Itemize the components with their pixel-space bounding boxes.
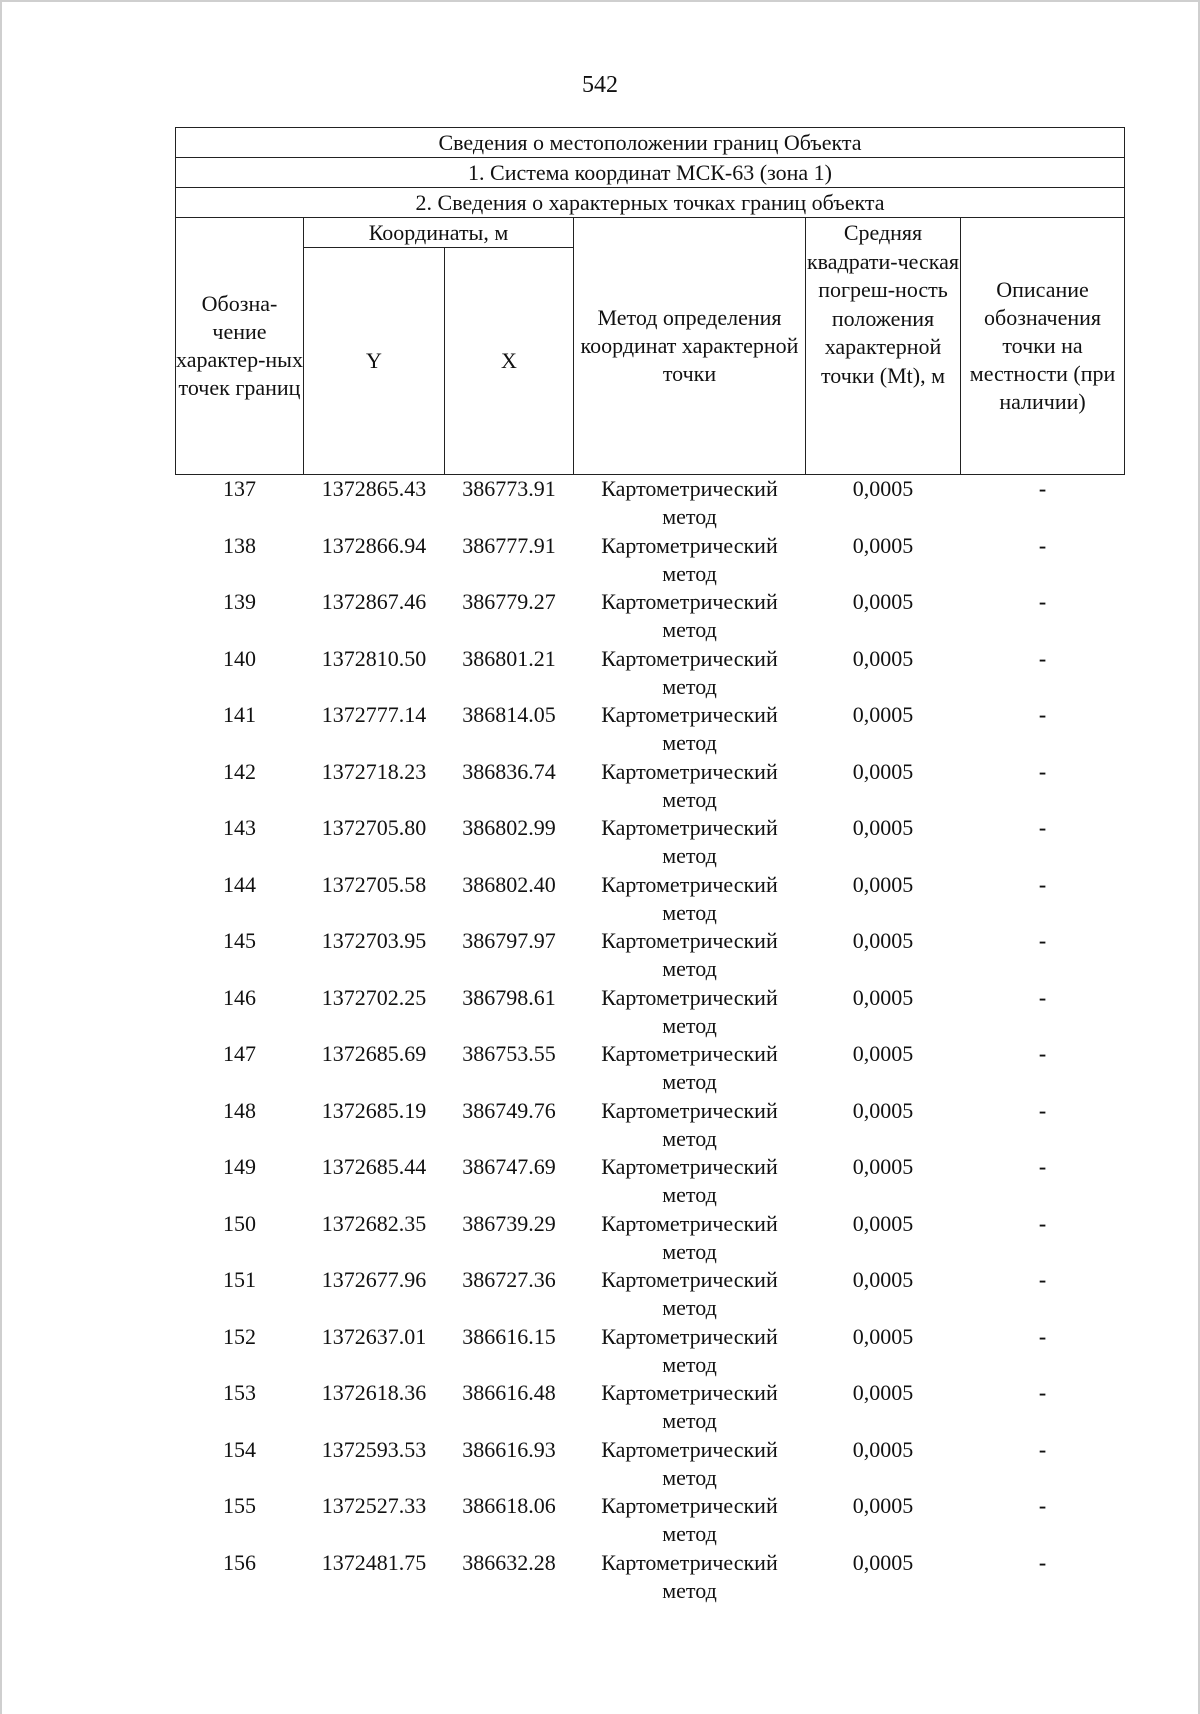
method-cell: Картометрический метод (601, 1493, 778, 1546)
y-coordinate-cell: 1372705.80 (321, 815, 427, 840)
description-cell: - (1038, 702, 1047, 727)
table-row (176, 871, 1125, 928)
mean-error-cell: 0,0005 (852, 1380, 914, 1405)
x-coordinate-cell: 386798.61 (462, 984, 556, 1010)
y-coordinate-cell: 1372677.96 (321, 1267, 427, 1292)
point-id-cell: 156 (223, 1549, 256, 1575)
method-cell: Картометрический метод (601, 1041, 778, 1094)
method-cell: Картометрический метод (601, 984, 778, 1038)
header-y: Y (304, 248, 445, 475)
header-coordinates: Координаты, м (304, 218, 574, 248)
y-coordinate-cell: 1372777.14 (321, 702, 427, 727)
mean-error-cell: 0,0005 (852, 1493, 914, 1518)
table-title: Сведения о местоположении границ Объекта (176, 128, 1125, 158)
x-coordinate-cell: 386797.97 (462, 928, 556, 953)
point-id-cell: 155 (223, 1493, 256, 1518)
mean-error-cell: 0,0005 (852, 1267, 914, 1292)
y-coordinate-cell: 1372703.95 (321, 928, 427, 953)
x-coordinate-cell: 386801.21 (462, 645, 556, 671)
method-cell: Картометрический метод (601, 928, 778, 981)
table-row (176, 701, 1125, 758)
description-cell: - (1038, 1380, 1047, 1405)
y-coordinate-cell: 1372866.94 (321, 532, 427, 558)
description-cell: - (1038, 928, 1047, 953)
page-number: 542 (582, 72, 618, 98)
y-coordinate-cell: 1372685.69 (321, 1041, 427, 1066)
mean-error-cell: 0,0005 (852, 1436, 914, 1462)
y-coordinate-cell: 1372867.46 (321, 589, 427, 614)
header-method: Метод определения координат характерной точки (574, 218, 806, 475)
description-cell: - (1038, 1493, 1047, 1518)
y-coordinate-cell: 1372685.44 (321, 1154, 427, 1179)
method-cell: Картометрический метод (601, 1154, 778, 1207)
description-cell: - (1038, 815, 1047, 840)
table-row (176, 1097, 1125, 1154)
description-cell: - (1038, 1210, 1047, 1236)
description-cell: - (1038, 645, 1047, 671)
point-id-cell: 138 (223, 532, 256, 558)
table-row (176, 1379, 1125, 1436)
y-coordinate-cell: 1372527.33 (321, 1493, 427, 1518)
table-row (176, 532, 1125, 589)
point-id-cell: 147 (223, 1041, 256, 1066)
y-coordinate-cell: 1372685.19 (321, 1097, 427, 1123)
y-coordinate-cell: 1372682.35 (321, 1210, 427, 1236)
header-description: Описание обозначения точки на местности (при наличии) (961, 218, 1125, 475)
mean-error-cell: 0,0005 (852, 984, 914, 1010)
table-row (176, 1040, 1125, 1097)
y-coordinate-cell: 1372618.36 (321, 1380, 427, 1405)
x-coordinate-cell: 386777.91 (462, 532, 556, 558)
description-cell: - (1038, 871, 1047, 897)
table-row (176, 984, 1125, 1041)
header-mean-error: Средняя квадрати-ческая погреш-ность положения характерной точки (Mt), м (806, 218, 961, 475)
scan-left-edge (0, 0, 2, 1714)
table-row (176, 1266, 1125, 1323)
mean-error-cell: 0,0005 (852, 1323, 914, 1349)
table-row (176, 927, 1125, 984)
method-cell: Картометрический метод (601, 1323, 778, 1377)
y-coordinate-cell: 1372637.01 (321, 1323, 427, 1349)
description-cell: - (1038, 1323, 1047, 1349)
mean-error-cell: 0,0005 (852, 589, 914, 614)
table-row (176, 1436, 1125, 1493)
mean-error-cell: 0,0005 (852, 645, 914, 671)
point-id-cell: 143 (223, 815, 256, 840)
point-id-cell: 140 (223, 645, 256, 671)
x-coordinate-cell: 386616.48 (462, 1380, 556, 1405)
x-coordinate-cell: 386802.99 (462, 815, 556, 840)
x-coordinate-cell: 386618.06 (462, 1493, 556, 1518)
table-row (176, 475, 1125, 532)
x-coordinate-cell: 386779.27 (462, 589, 556, 614)
table-row (176, 1210, 1125, 1267)
point-id-cell: 154 (223, 1436, 256, 1462)
method-cell: Картометрический метод (601, 645, 778, 699)
description-cell: - (1038, 1041, 1047, 1066)
x-coordinate-cell: 386749.76 (462, 1097, 556, 1123)
mean-error-cell: 0,0005 (852, 1210, 914, 1236)
mean-error-cell: 0,0005 (852, 928, 914, 953)
x-coordinate-cell: 386773.91 (462, 476, 556, 501)
y-coordinate-cell: 1372702.25 (321, 984, 427, 1010)
method-cell: Картометрический метод (601, 532, 778, 586)
x-coordinate-cell: 386836.74 (462, 758, 556, 784)
table-row (176, 1492, 1125, 1549)
x-coordinate-cell: 386753.55 (462, 1041, 556, 1066)
mean-error-cell: 0,0005 (852, 871, 914, 897)
mean-error-cell: 0,0005 (852, 476, 914, 501)
point-id-cell: 137 (223, 476, 256, 501)
method-cell: Картометрический метод (601, 1436, 778, 1490)
mean-error-cell: 0,0005 (852, 758, 914, 784)
description-cell: - (1038, 758, 1047, 784)
header-x: X (445, 248, 574, 475)
method-cell: Картометрический метод (601, 702, 778, 755)
table-row (176, 814, 1125, 871)
description-cell: - (1038, 1154, 1047, 1179)
points-section-title: 2. Сведения о характерных точках границ объекта (176, 188, 1125, 218)
description-cell: - (1038, 476, 1047, 501)
coordinate-system-title: 1. Система координат МСК-63 (зона 1) (176, 158, 1125, 188)
description-cell: - (1038, 984, 1047, 1010)
description-cell: - (1038, 1097, 1047, 1123)
description-cell: - (1038, 1436, 1047, 1462)
point-id-cell: 141 (223, 702, 256, 727)
mean-error-cell: 0,0005 (852, 1154, 914, 1179)
point-id-cell: 144 (223, 871, 256, 897)
point-id-cell: 139 (223, 589, 256, 614)
table-row (176, 645, 1125, 702)
table-row (176, 588, 1125, 645)
y-coordinate-cell: 1372705.58 (321, 871, 427, 897)
point-id-cell: 151 (223, 1267, 256, 1292)
table-row (176, 758, 1125, 815)
point-id-cell: 148 (223, 1097, 256, 1123)
point-id-cell: 142 (223, 758, 256, 784)
y-coordinate-cell: 1372865.43 (321, 476, 427, 501)
x-coordinate-cell: 386814.05 (462, 702, 556, 727)
method-cell: Картометрический метод (601, 815, 778, 868)
x-coordinate-cell: 386616.93 (462, 1436, 556, 1462)
mean-error-cell: 0,0005 (852, 1041, 914, 1066)
method-cell: Картометрический метод (601, 589, 778, 642)
y-coordinate-cell: 1372593.53 (321, 1436, 427, 1462)
method-cell: Картометрический метод (601, 1210, 778, 1264)
x-coordinate-cell: 386739.29 (462, 1210, 556, 1236)
point-id-cell: 146 (223, 984, 256, 1010)
description-cell: - (1038, 589, 1047, 614)
method-cell: Картометрический метод (601, 1097, 778, 1151)
mean-error-cell: 0,0005 (852, 1549, 914, 1575)
description-cell: - (1038, 1549, 1047, 1575)
y-coordinate-cell: 1372810.50 (321, 645, 427, 671)
mean-error-cell: 0,0005 (852, 532, 914, 558)
x-coordinate-cell: 386632.28 (462, 1549, 556, 1575)
header-point-id: Обозна-чение характер-ных точек границ (176, 218, 304, 475)
method-cell: Картометрический метод (601, 1267, 778, 1320)
method-cell: Картометрический метод (601, 476, 778, 529)
table-row (176, 1549, 1125, 1606)
table-body (176, 475, 1125, 1606)
table-row (176, 1153, 1125, 1210)
x-coordinate-cell: 386616.15 (462, 1323, 556, 1349)
point-id-cell: 153 (223, 1380, 256, 1405)
method-cell: Картометрический метод (601, 1380, 778, 1433)
method-cell: Картометрический метод (601, 1549, 778, 1603)
boundary-points-table (175, 127, 1125, 1605)
method-cell: Картометрический метод (601, 871, 778, 925)
method-cell: Картометрический метод (601, 758, 778, 812)
x-coordinate-cell: 386802.40 (462, 871, 556, 897)
mean-error-cell: 0,0005 (852, 702, 914, 727)
mean-error-cell: 0,0005 (852, 815, 914, 840)
y-coordinate-cell: 1372481.75 (321, 1549, 427, 1575)
description-cell: - (1038, 1267, 1047, 1292)
point-id-cell: 150 (223, 1210, 256, 1236)
table-row (176, 1323, 1125, 1380)
mean-error-cell: 0,0005 (852, 1097, 914, 1123)
description-cell: - (1038, 532, 1047, 558)
x-coordinate-cell: 386727.36 (462, 1267, 556, 1292)
point-id-cell: 145 (223, 928, 256, 953)
point-id-cell: 152 (223, 1323, 256, 1349)
y-coordinate-cell: 1372718.23 (321, 758, 427, 784)
x-coordinate-cell: 386747.69 (462, 1154, 556, 1179)
scan-top-edge (0, 0, 1200, 2)
point-id-cell: 149 (223, 1154, 256, 1179)
